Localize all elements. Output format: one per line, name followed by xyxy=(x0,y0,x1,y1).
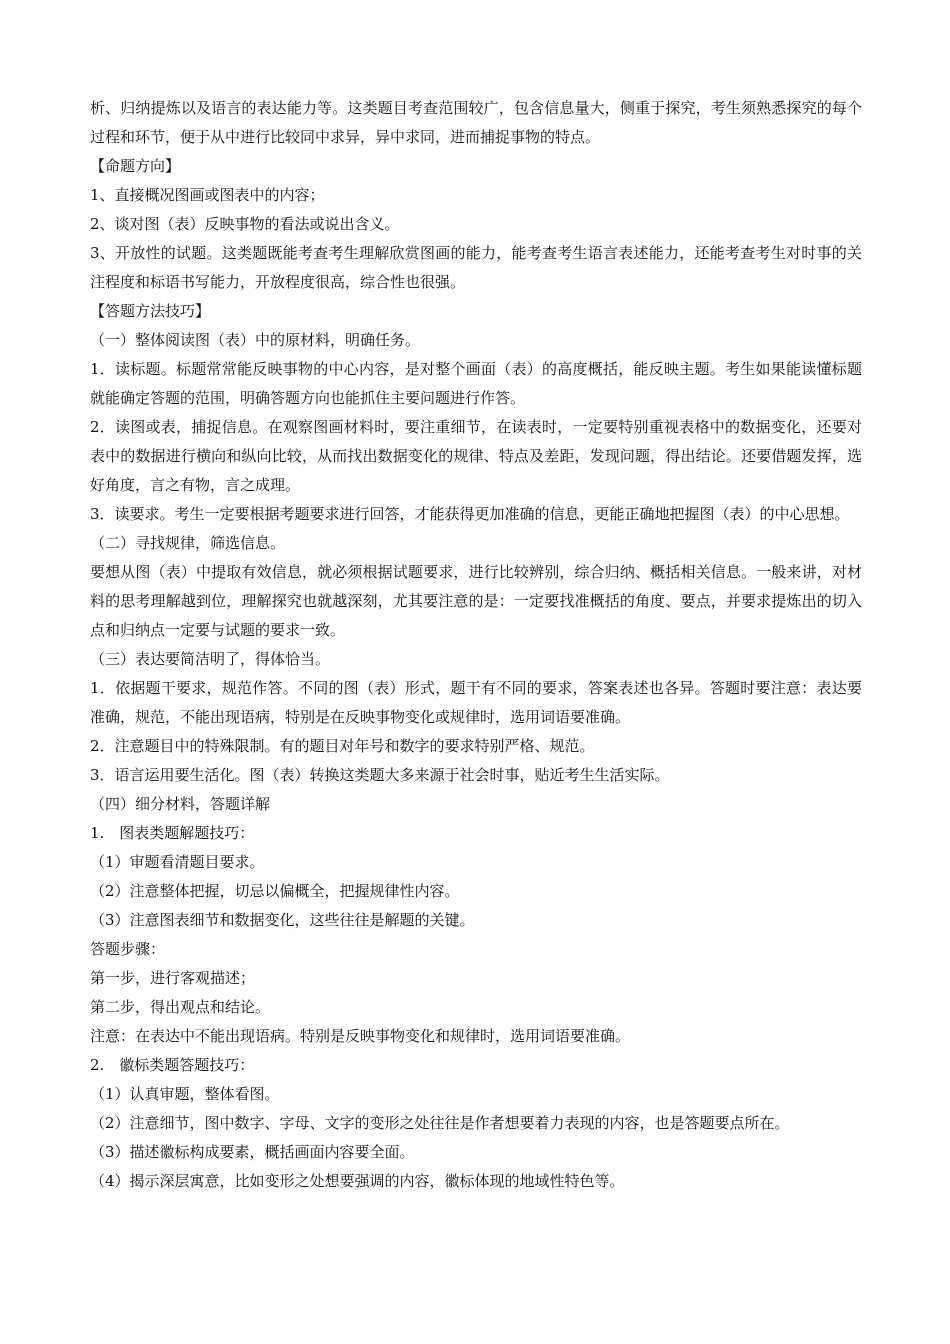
list-item: （1）审题看清题目要求。 xyxy=(90,853,265,871)
list-item: 1、直接概况图画或图表中的内容； xyxy=(90,186,325,204)
section-heading: （一）整体阅读图（表）中的原材料，明确任务。 xyxy=(90,331,421,349)
list-item: 2、谈对图（表）反映事物的看法或说出含义。 xyxy=(90,215,400,233)
list-item: 第一步，进行客观描述； xyxy=(90,969,256,987)
section-heading: （四）细分材料，答题详解 xyxy=(90,795,271,813)
list-item: 3．读要求。考生一定要根据考题要求进行回答，才能获得更加准确的信息，更能正确地把握图（表）的中心思想。 xyxy=(90,505,850,523)
list-item: 1．读标题。标题常常能反映事物的中心内容，是对整个画面（表）的高度概括，能反映主题。考生如果能读懂标题就能确定答题的范围，明确答题方向也能抓住主要问题进行作答。 xyxy=(90,360,862,407)
list-item: （2）注意细节，图中数字、字母、文字的变形之处往往是作者想要着力表现的内容，也是答题要点所在。 xyxy=(90,1114,790,1132)
list-item: 2．注意题目中的特殊限制。有的题目对年号和数字的要求特别严格、规范。 xyxy=(90,737,595,755)
list-item: （2）注意整体把握，切忌以偏概全，把握规律性内容。 xyxy=(90,882,460,900)
heading-question-direction: 【命题方向】 xyxy=(90,157,181,175)
document-page xyxy=(90,94,862,1196)
subsection-heading: 1. 图表类题解题技巧： xyxy=(90,824,255,842)
list-item: 3．语言运用要生活化。图（表）转换这类题大多来源于社会时事，贴近考生生活实际。 xyxy=(90,766,670,784)
list-item: （1）认真审题，整体看图。 xyxy=(90,1085,280,1103)
subsection-heading: 2. 徽标类题答题技巧： xyxy=(90,1056,255,1074)
steps-heading: 答题步骤： xyxy=(90,940,166,958)
paragraph: 要想从图（表）中提取有效信息，就必须根据试题要求，进行比较辨别，综合归纳、概括相关信息。一般来讲，对材料的思考理解越到位，理解探究也就越深刻，尤其要注意的是：一定要找准概括的角度、要点，并要求提炼出的切入点和归纳点一定要与试题的要求一致。 xyxy=(90,563,862,639)
note: 注意：在表达中不能出现语病。特别是反映事物变化和规律时，选用词语要准确。 xyxy=(90,1027,631,1045)
heading-answer-techniques: 【答题方法技巧】 xyxy=(90,302,211,320)
section-heading: （三）表达要简洁明了，得体恰当。 xyxy=(90,650,331,668)
list-item: （3）描述徽标构成要素，概括画面内容要全面。 xyxy=(90,1143,415,1161)
list-item: 2．读图或表，捕捉信息。在观察图画材料时，要注重细节，在读表时，一定要特别重视表格中的数据变化，还要对表中的数据进行横向和纵向比较，从而找出数据变化的规律、特点及差距，发现问题，得出结论。还要借题发挥，选好角度，言之有物，言之成理。 xyxy=(90,418,862,494)
list-item: （4）揭示深层寓意，比如变形之处想要强调的内容，徽标体现的地域性特色等。 xyxy=(90,1172,625,1190)
paragraph-intro-continuation: 析、归纳提炼以及语言的表达能力等。这类题目考查范围较广，包含信息量大，侧重于探究，考生须熟悉探究的每个过程和环节，便于从中进行比较同中求异，异中求同，进而捕捉事物的特点。 xyxy=(90,99,862,146)
list-item: 3、开放性的试题。这类题既能考查考生理解欣赏图画的能力，能考查考生语言表述能力，还能考查考生对时事的关注程度和标语书写能力，开放程度很高，综合性也很强。 xyxy=(90,244,862,291)
list-item: 1．依据题干要求，规范作答。不同的图（表）形式，题干有不同的要求，答案表述也各异。答题时要注意：表达要准确，规范，不能出现语病，特别是在反映事物变化或规律时，选用词语要准确。 xyxy=(90,679,862,726)
list-item: （3）注意图表细节和数据变化，这些往往是解题的关键。 xyxy=(90,911,475,929)
list-item: 第二步，得出观点和结论。 xyxy=(90,998,271,1016)
section-heading: （二）寻找规律，筛选信息。 xyxy=(90,534,286,552)
